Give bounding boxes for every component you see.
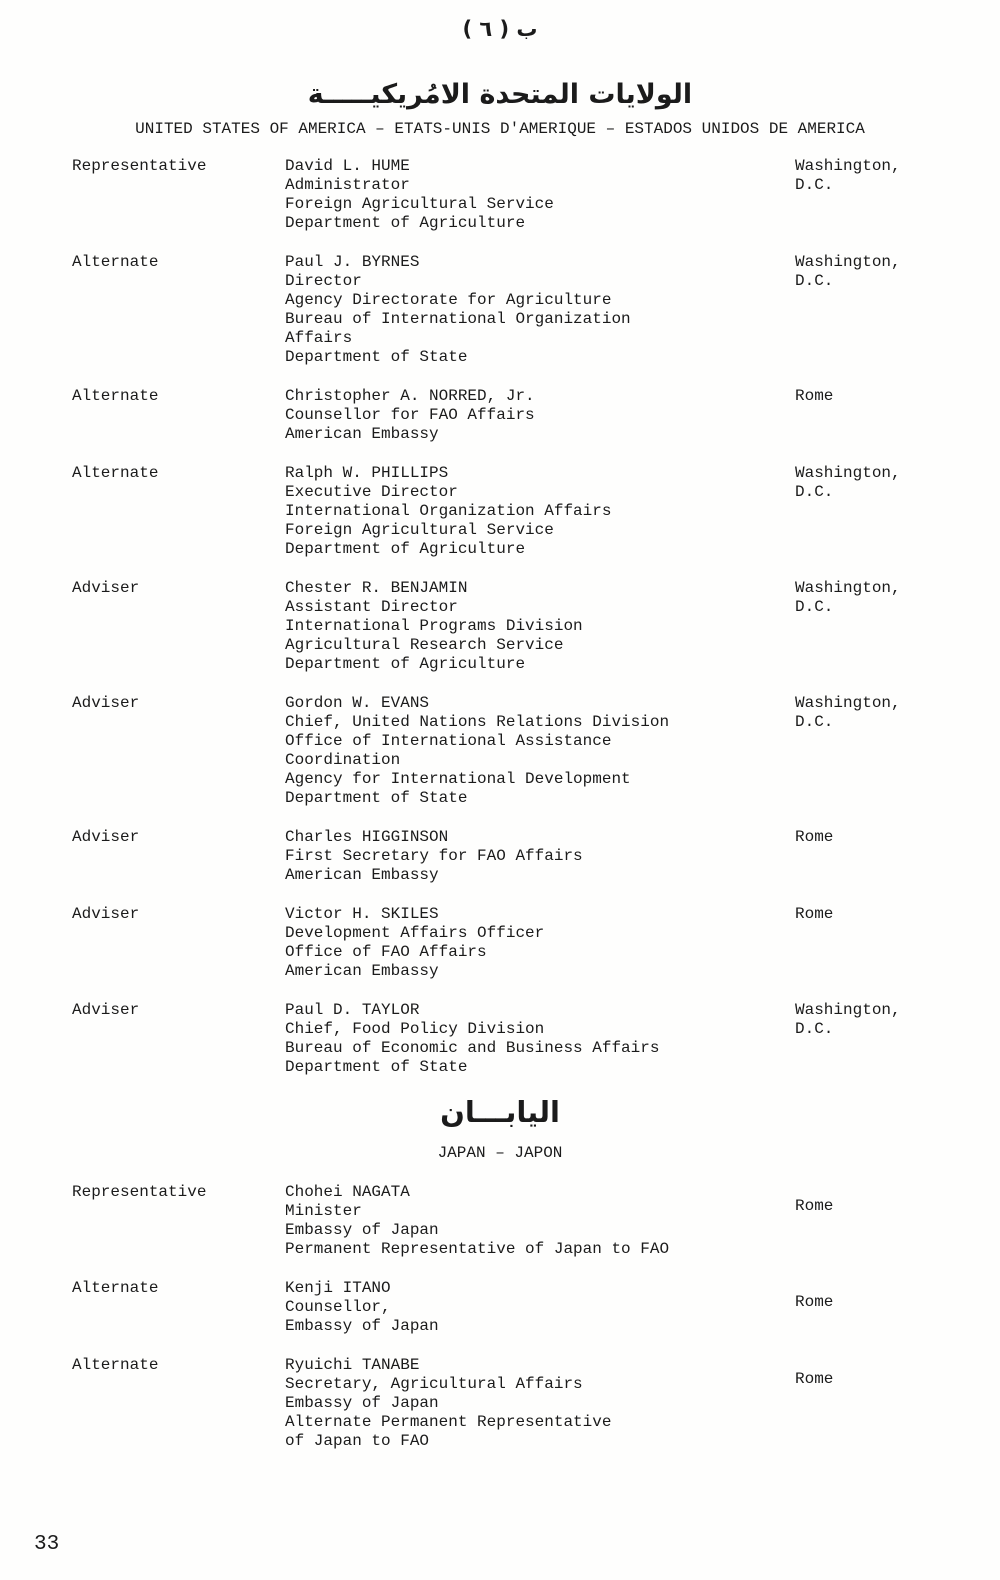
location-line: Rome: [795, 387, 834, 405]
location-line: Washington,: [795, 694, 901, 712]
detail-line: Department of Agriculture: [285, 655, 526, 673]
delegate-details: [285, 694, 795, 808]
delegate-details: [285, 1356, 795, 1451]
delegate-location: [795, 1356, 960, 1451]
delegate-location: [795, 1183, 960, 1259]
location-line: D.C.: [795, 483, 834, 501]
delegate-role: Alternate: [72, 1279, 159, 1297]
detail-line: Development Affairs Officer: [285, 924, 545, 942]
delegate-role: Alternate: [72, 253, 159, 271]
delegate-details: [285, 387, 795, 444]
detail-line: Administrator: [285, 176, 410, 194]
delegate-role: Representative: [72, 1183, 207, 1201]
detail-line: Agency Directorate for Agriculture: [285, 291, 612, 309]
delegate-entry: [72, 387, 960, 444]
location-line: D.C.: [795, 713, 834, 731]
detail-line: Chohei NAGATA: [285, 1183, 410, 1201]
delegate-details: [285, 157, 795, 233]
detail-line: American Embassy: [285, 425, 439, 443]
delegate-role: Adviser: [72, 694, 140, 712]
detail-line: Department of State: [285, 348, 468, 366]
location-line: Washington,: [795, 253, 901, 271]
delegate-location: [795, 905, 960, 981]
location-line: Washington,: [795, 464, 901, 482]
delegate-role: Adviser: [72, 828, 140, 846]
detail-line: Charles HIGGINSON: [285, 828, 449, 846]
delegate-entry: [72, 694, 960, 808]
detail-line: Department of Agriculture: [285, 214, 526, 232]
detail-line: Permanent Representative of Japan to FAO: [285, 1240, 670, 1258]
country-title-latin: JAPAN – JAPON: [437, 1144, 563, 1162]
delegate-location: [795, 1279, 960, 1336]
detail-line: Secretary, Agricultural Affairs: [285, 1375, 583, 1393]
detail-line: David L. HUME: [285, 157, 410, 175]
location-line: D.C.: [795, 598, 834, 616]
delegate-entry: [72, 905, 960, 981]
delegate-location: [795, 464, 960, 559]
detail-line: Embassy of Japan: [285, 1221, 439, 1239]
detail-line: Ralph W. PHILLIPS: [285, 464, 449, 482]
detail-line: Director: [285, 272, 362, 290]
country-title-latin: UNITED STATES OF AMERICA – ETATS-UNIS D'AMERIQUE – ESTADOS UNIDOS DE AMERICA: [135, 120, 865, 138]
detail-line: Office of FAO Affairs: [285, 943, 487, 961]
delegate-details: [285, 828, 795, 885]
detail-line: Department of State: [285, 1058, 468, 1076]
detail-line: Affairs: [285, 329, 353, 347]
detail-line: Victor H. SKILES: [285, 905, 439, 923]
detail-line: Paul J. BYRNES: [285, 253, 420, 271]
detail-line: American Embassy: [285, 962, 439, 980]
detail-line: Counsellor,: [285, 1298, 391, 1316]
delegate-role: Adviser: [72, 905, 140, 923]
delegate-entry: [72, 828, 960, 885]
delegate-role: Representative: [72, 157, 207, 175]
delegate-role: Adviser: [72, 1001, 140, 1019]
detail-line: Gordon W. EVANS: [285, 694, 430, 712]
detail-line: Kenji ITANO: [285, 1279, 391, 1297]
delegate-role: Adviser: [72, 579, 140, 597]
delegate-entry: [72, 253, 960, 367]
delegate-entry: [72, 1183, 960, 1259]
detail-line: Office of International Assistance: [285, 732, 612, 750]
delegate-location: [795, 694, 960, 808]
delegate-details: [285, 1183, 795, 1259]
sections-container: [0, 79, 1000, 1451]
detail-line: Chief, United Nations Relations Division: [285, 713, 670, 731]
delegate-role: Alternate: [72, 464, 159, 482]
detail-line: Ryuichi TANABE: [285, 1356, 420, 1374]
delegate-entry: [72, 157, 960, 233]
delegate-entries: [0, 157, 1000, 1077]
delegate-entry: [72, 1001, 960, 1077]
location-line: Rome: [795, 1293, 834, 1311]
detail-line: Agricultural Research Service: [285, 636, 564, 654]
delegate-role: Alternate: [72, 1356, 159, 1374]
delegate-entry: [72, 1279, 960, 1336]
delegate-entry: [72, 1356, 960, 1451]
delegate-details: [285, 579, 795, 674]
country-section: [0, 79, 1000, 1077]
delegate-details: [285, 1279, 795, 1336]
page-header-arabic: ب ( ٦ ): [462, 17, 538, 41]
delegate-entry: [72, 464, 960, 559]
location-line: Rome: [795, 828, 834, 846]
location-line: D.C.: [795, 176, 834, 194]
delegate-details: [285, 464, 795, 559]
delegate-location: [795, 1001, 960, 1077]
delegate-details: [285, 905, 795, 981]
detail-line: First Secretary for FAO Affairs: [285, 847, 583, 865]
detail-line: Paul D. TAYLOR: [285, 1001, 420, 1019]
delegate-details: [285, 1001, 795, 1077]
detail-line: Christopher A. NORRED, Jr.: [285, 387, 535, 405]
location-line: Rome: [795, 1370, 834, 1388]
delegate-entries: [0, 1183, 1000, 1451]
country-title-arabic: اليابـــان: [440, 1095, 560, 1129]
detail-line: Embassy of Japan: [285, 1394, 439, 1412]
location-line: Rome: [795, 1197, 834, 1215]
detail-line: International Programs Division: [285, 617, 583, 635]
delegate-location: [795, 253, 960, 367]
location-line: Washington,: [795, 1001, 901, 1019]
location-line: D.C.: [795, 272, 834, 290]
detail-line: Bureau of Economic and Business Affairs: [285, 1039, 660, 1057]
delegate-location: [795, 157, 960, 233]
page-number: 33: [34, 1533, 60, 1556]
detail-line: Alternate Permanent Representative: [285, 1413, 612, 1431]
detail-line: American Embassy: [285, 866, 439, 884]
detail-line: Coordination: [285, 751, 401, 769]
detail-line: Embassy of Japan: [285, 1317, 439, 1335]
detail-line: Foreign Agricultural Service: [285, 521, 554, 539]
location-line: Washington,: [795, 157, 901, 175]
detail-line: Chester R. BENJAMIN: [285, 579, 468, 597]
detail-line: International Organization Affairs: [285, 502, 612, 520]
delegate-location: [795, 387, 960, 444]
detail-line: Chief, Food Policy Division: [285, 1020, 545, 1038]
detail-line: Assistant Director: [285, 598, 458, 616]
detail-line: Counsellor for FAO Affairs: [285, 406, 535, 424]
detail-line: of Japan to FAO: [285, 1432, 430, 1450]
detail-line: Minister: [285, 1202, 362, 1220]
delegate-location: [795, 579, 960, 674]
delegate-entry: [72, 579, 960, 674]
country-title-arabic: الولايات المتحدة الامُريكيـــــة: [307, 79, 693, 110]
detail-line: Agency for International Development: [285, 770, 631, 788]
delegate-details: [285, 253, 795, 367]
delegate-role: Alternate: [72, 387, 159, 405]
location-line: Washington,: [795, 579, 901, 597]
detail-line: Executive Director: [285, 483, 458, 501]
location-line: D.C.: [795, 1020, 834, 1038]
detail-line: Foreign Agricultural Service: [285, 195, 554, 213]
country-section: [0, 1095, 1000, 1451]
detail-line: Department of State: [285, 789, 468, 807]
location-line: Rome: [795, 905, 834, 923]
delegate-location: [795, 828, 960, 885]
detail-line: Bureau of International Organization: [285, 310, 631, 328]
detail-line: Department of Agriculture: [285, 540, 526, 558]
